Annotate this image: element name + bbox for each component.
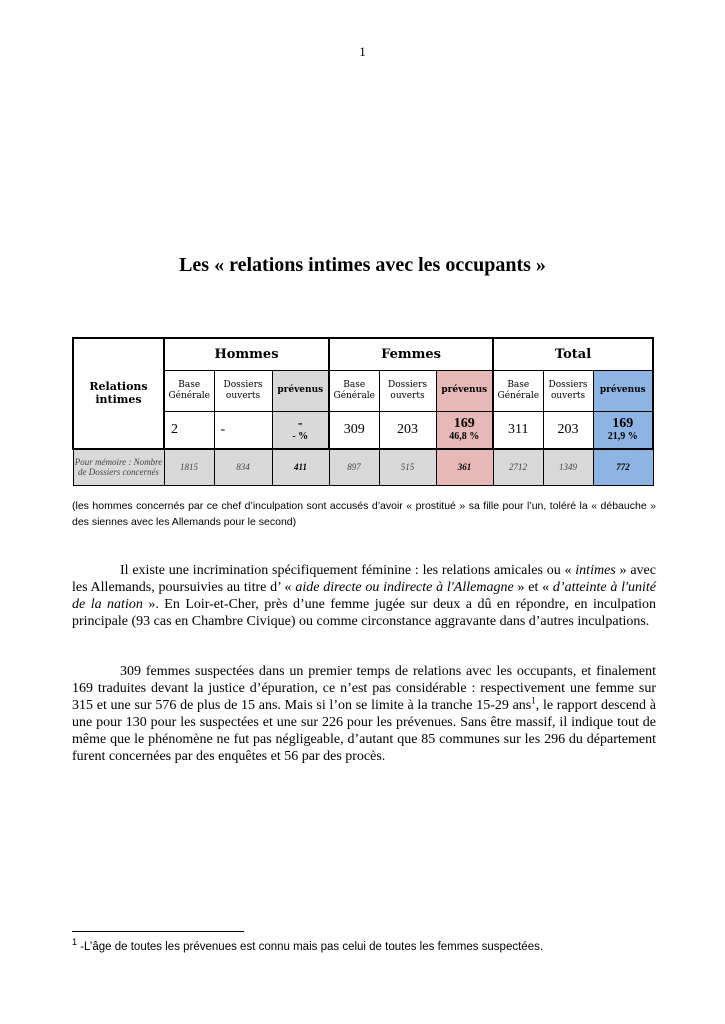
memo-value: 1349 (543, 449, 593, 486)
memo-value: 772 (593, 449, 653, 486)
sub-header-dossiers: Dossiers ouverts (379, 370, 436, 411)
group-header-hommes: Hommes (164, 338, 329, 370)
sub-header-base: Base Générale (329, 370, 379, 411)
footnote-text: -L’âge de toutes les prévenues est connu mais pas celui de toutes les femmes suspectées. (77, 941, 544, 953)
page-title: Les « relations intimes avec les occupants » (179, 254, 546, 276)
italic-run: intimes (575, 563, 616, 578)
group-header-total: Total (493, 338, 653, 370)
total-prevenus-pct: 21,9 % (607, 430, 638, 442)
sub-header-prevenus: prévenus (436, 370, 493, 411)
text-run: » avec les Allemands, poursuivies au titre d’ « (72, 563, 656, 595)
footnote-ref: 1 (531, 695, 536, 706)
femmes-prevenus: 169 (453, 415, 475, 431)
total-prevenus: 169 (612, 415, 634, 431)
sub-header-base: Base Générale (493, 370, 543, 411)
femmes-prevenus-pct: 46,8 % (449, 430, 480, 442)
table-note: (les hommes concernés par ce chef d’inculpation sont accusés d’avoir « prostitué » sa fille pour l’un, toléré la « débauche » des siennes avec les Allemands pour le second) (72, 500, 656, 528)
hommes-dossiers: - (214, 411, 272, 449)
text-run: 309 femmes suspectées dans un premier temps de relations avec les occupants, et finalement 169 traduites devant la justice d’épuration, ce n’est pas considérable : respectivement une femme sur 315 et une sur 576 de plus de 15 ans. Mais si l’on se limite à la tranche 15-29 ans (72, 664, 656, 713)
femmes-base: 309 (329, 411, 379, 449)
hommes-prevenus-pct: - % (292, 430, 309, 442)
hommes-prevenus-cell (272, 411, 329, 449)
footnote-divider (72, 931, 244, 932)
hommes-base: 2 (164, 411, 214, 449)
memo-value: 834 (214, 449, 272, 486)
text-run: » et « (513, 580, 553, 595)
sub-header-prevenus: prévenus (593, 370, 653, 411)
statistics-table (72, 337, 654, 486)
sub-header-dossiers: Dossiers ouverts (543, 370, 593, 411)
group-header-femmes: Femmes (329, 338, 493, 370)
paragraph-1 (72, 562, 656, 630)
italic-run: d’atteinte à l'unité de la nation (72, 580, 656, 612)
text-run: Il existe une incrimination spécifiquement féminine : les relations amicales ou « (120, 563, 576, 578)
total-dossiers: 203 (543, 411, 593, 449)
hommes-prevenus: - (297, 415, 303, 431)
italic-run: aide directe ou indirecte à l'Allemagne (295, 580, 514, 595)
memo-value: 897 (329, 449, 379, 486)
sub-header-prevenus: prévenus (272, 370, 329, 411)
femmes-dossiers: 203 (379, 411, 436, 449)
page-number: 1 (359, 44, 366, 59)
total-prevenus-cell (593, 411, 653, 449)
row-label: Relations intimes (73, 338, 164, 449)
memo-value: 411 (272, 449, 329, 486)
memo-value: 2712 (493, 449, 543, 486)
total-base: 311 (493, 411, 543, 449)
text-run: ». En Loir-et-Cher, près d’une femme jugée sur deux a dû en répondre, en inculpation principale (93 cas en Chambre Civique) ou comme circonstance aggravante dans d’autres inculpations. (72, 597, 657, 629)
memo-value: 515 (379, 449, 436, 486)
memo-value: 1815 (164, 449, 214, 486)
memo-value: 361 (436, 449, 493, 486)
paragraph-2 (72, 663, 656, 765)
memo-label: Pour mémoire : Nombre de Dossiers concernés (73, 449, 164, 486)
femmes-prevenus-cell (436, 411, 493, 449)
footnote (72, 937, 544, 953)
sub-header-base: Base Générale (164, 370, 214, 411)
footnote-number: 1 (72, 937, 78, 948)
sub-header-dossiers: Dossiers ouverts (214, 370, 272, 411)
text-run: , le rapport descend à une pour 130 pour les suspectées et une sur 226 pour les prévenues. Sans être massif, il indique tout de même que le phénomène ne fut pas négligeable, d’autant que 85 communes sur les 296 du département furent concernées par des enquêtes et 56 par des procès. (72, 698, 656, 764)
